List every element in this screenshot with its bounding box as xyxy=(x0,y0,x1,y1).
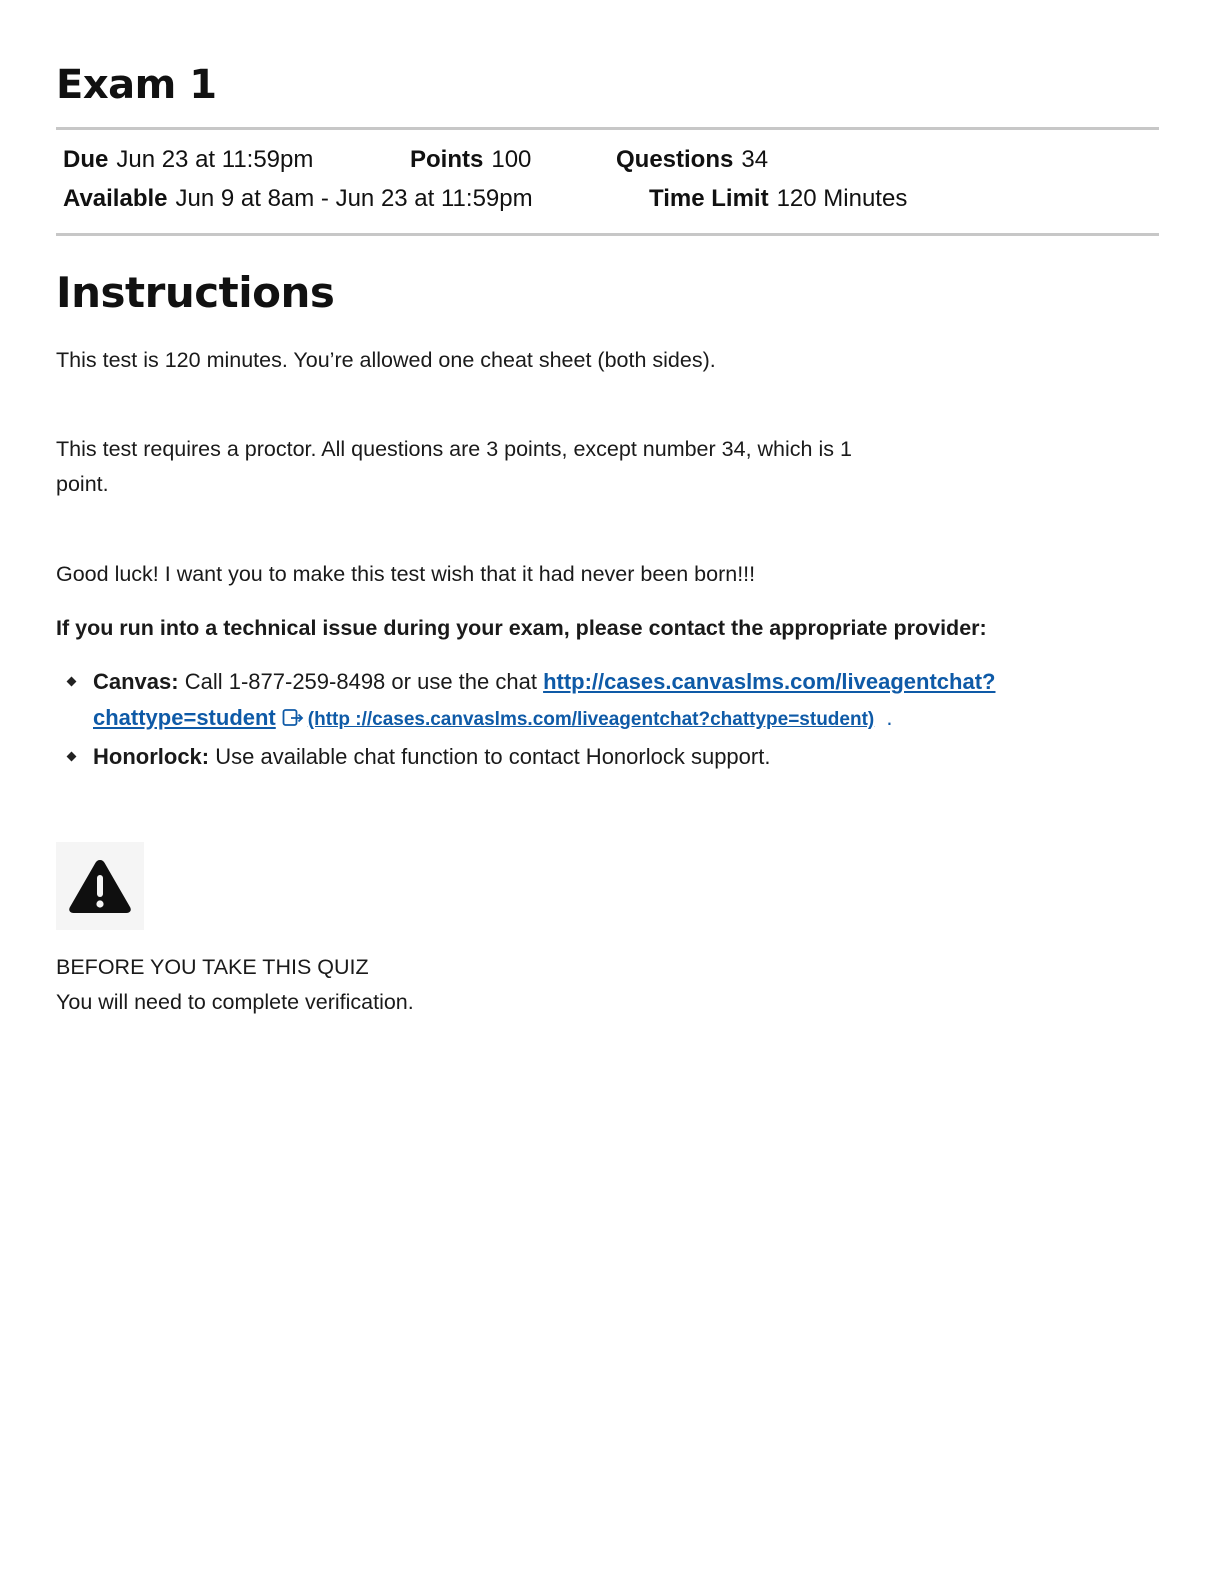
page-title: Exam 1 xyxy=(56,62,217,108)
warning-icon xyxy=(67,857,133,915)
due-label: Due xyxy=(63,146,109,173)
external-link-icon xyxy=(282,703,304,739)
list-item xyxy=(56,739,1136,775)
available-meta xyxy=(63,185,533,213)
divider xyxy=(56,127,1159,130)
instructions-paragraph: This test is 120 minutes. You’re allowed one cheat sheet (both sides). xyxy=(56,348,716,372)
support-list xyxy=(56,664,1136,775)
points-meta xyxy=(410,146,531,174)
honorlock-text: Use available chat function to contact Honorlock support. xyxy=(215,744,771,769)
timelimit-value: 120 Minutes xyxy=(776,185,908,212)
verification-text: You will need to complete verification. xyxy=(56,990,414,1014)
instructions-line: point. xyxy=(56,472,109,496)
tech-issue-text: If you run into a technical issue during your exam, please contact the appropriate provider: xyxy=(56,616,987,640)
verification-title: BEFORE YOU TAKE THIS QUIZ xyxy=(56,955,369,979)
questions-value: 34 xyxy=(741,146,769,173)
bullet-icon xyxy=(67,752,77,762)
due-meta xyxy=(63,146,313,174)
divider xyxy=(56,233,1159,236)
points-value: 100 xyxy=(491,146,532,173)
warning-icon-box xyxy=(56,842,144,930)
canvas-text: Call 1-877-259-8498 or use the chat xyxy=(184,669,537,694)
bullet-icon xyxy=(67,677,77,687)
timelimit-meta xyxy=(649,185,907,213)
link-trailing-period: . xyxy=(886,705,893,730)
instructions-paragraph: Good luck! I want you to make this test wish that it had never been born!!! xyxy=(56,562,756,586)
honorlock-label: Honorlock: xyxy=(93,744,210,769)
canvas-chat-link-full[interactable]: (http ://cases.canvaslms.com/liveagentchat?chattype=student) xyxy=(307,709,875,730)
questions-label: Questions xyxy=(616,146,734,173)
questions-meta xyxy=(616,146,768,174)
available-value: Jun 9 at 8am - Jun 23 at 11:59pm xyxy=(175,185,533,212)
instructions-heading: Instructions xyxy=(56,268,335,317)
available-label: Available xyxy=(63,185,168,212)
canvas-label: Canvas: xyxy=(93,669,179,694)
due-value: Jun 23 at 11:59pm xyxy=(116,146,314,173)
list-item xyxy=(56,664,1136,739)
timelimit-label: Time Limit xyxy=(649,185,769,212)
canvas-chat-link[interactable]: http://cases.canvaslms.com/liveagentchat? chattype=student xyxy=(93,669,996,730)
instructions-paragraph xyxy=(56,432,852,502)
points-label: Points xyxy=(410,146,484,173)
instructions-line: This test requires a proctor. All questions are 3 points, except number 34, which is 1 xyxy=(56,437,852,461)
